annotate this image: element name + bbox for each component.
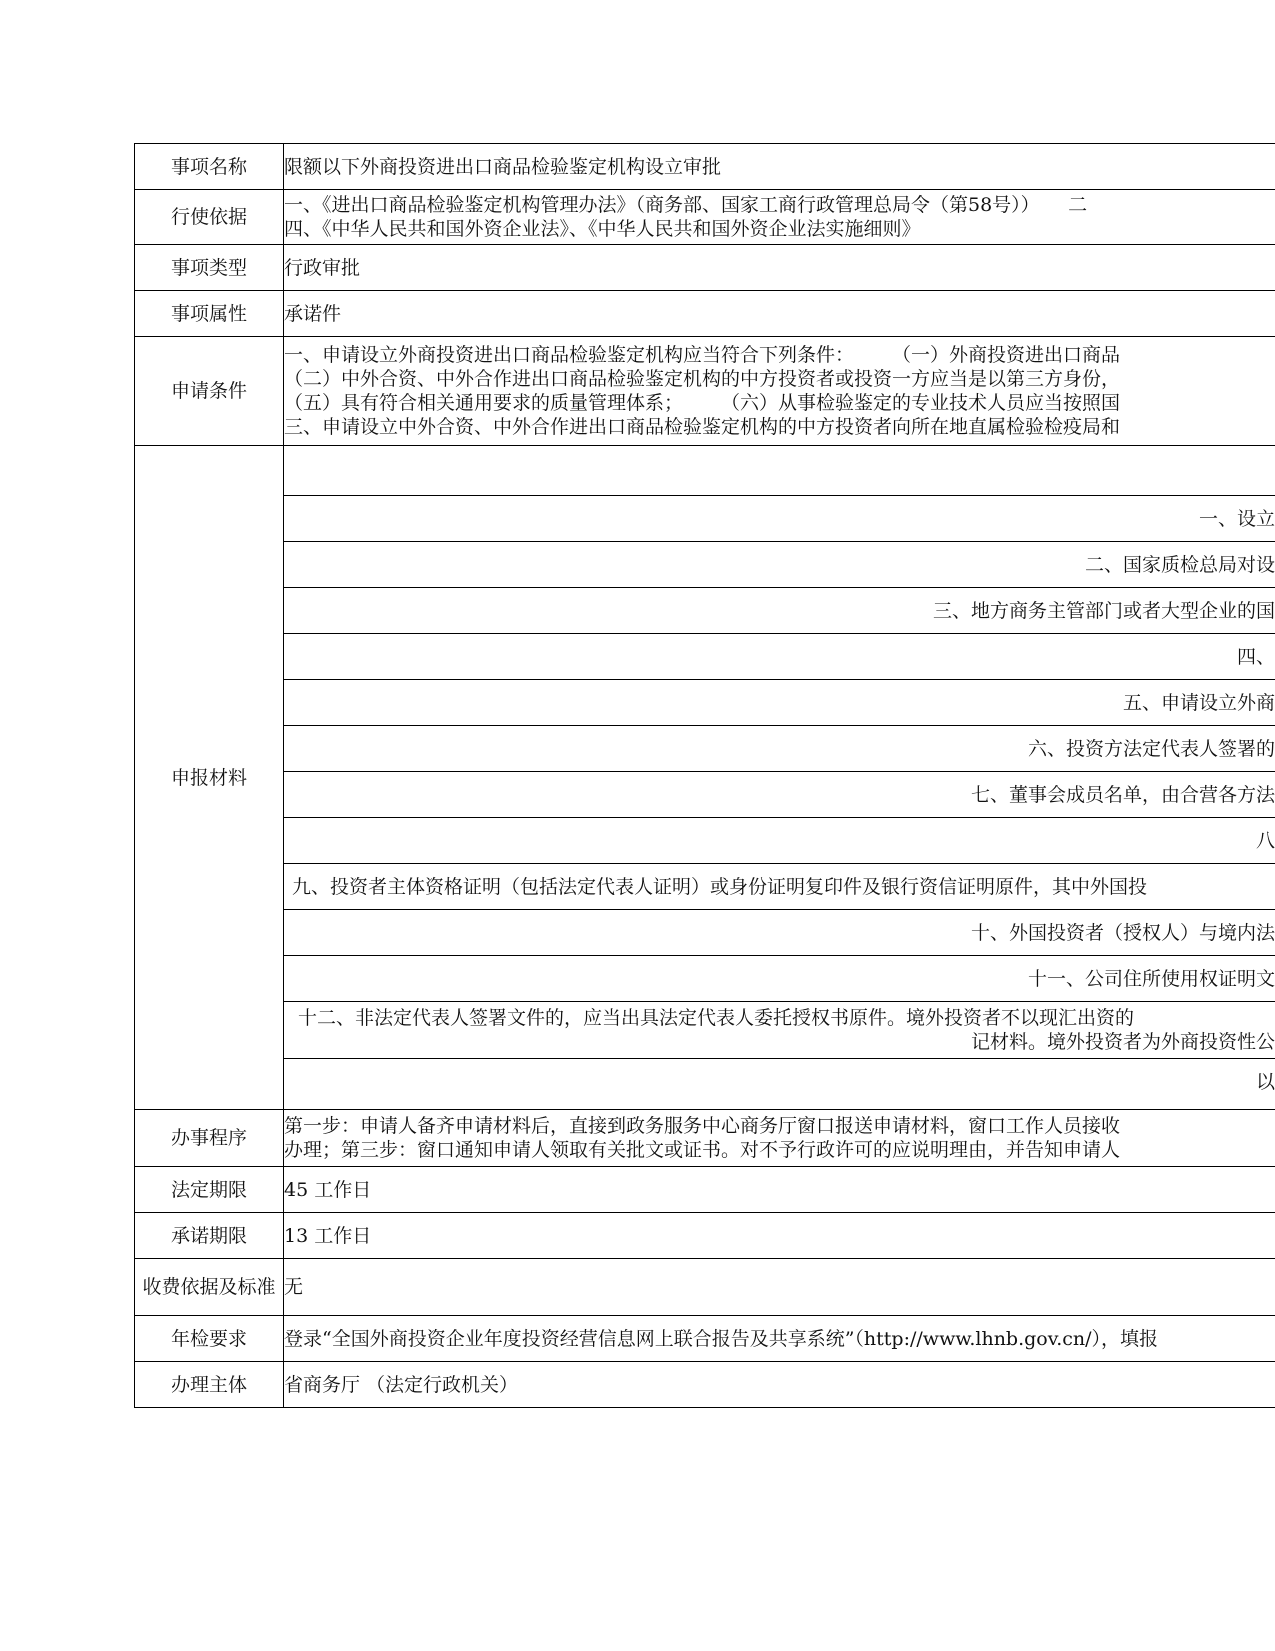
value-procedure xyxy=(284,1110,1275,1167)
label-conditions: 申请条件 xyxy=(135,337,284,446)
value-fee: 无 xyxy=(284,1259,1275,1316)
material-text: 五、申请设立外商 xyxy=(1122,692,1275,714)
conditions-line-2: （二）中外合资、中外合作进出口商品检验鉴定机构的中方投资者或投资一方应当是以第三方身份， xyxy=(284,368,1121,390)
row-body xyxy=(135,1362,1275,1408)
material-text: 六、投资方法定代表人签署的 xyxy=(1027,738,1275,760)
material-item xyxy=(284,1002,1275,1059)
value-basis xyxy=(284,190,1275,245)
material-item xyxy=(284,772,1275,818)
row-conditions xyxy=(135,337,1275,446)
label-promise-limit: 承诺期限 xyxy=(135,1213,284,1259)
row-attr xyxy=(135,291,1275,337)
material-text: 十二、非法定代表人签署文件的，应当出具法定代表人委托授权书原件。境外投资者不以现汇出资的 xyxy=(298,1007,1135,1029)
value-body: 省商务厅 （法定行政机关） xyxy=(284,1362,1275,1408)
material-text-part: 记材料。境外投资者为外商投资性公 xyxy=(970,1031,1275,1053)
document-page xyxy=(134,143,1275,1443)
label-basis: 行使依据 xyxy=(135,190,284,245)
label-legal-limit: 法定期限 xyxy=(135,1167,284,1213)
procedure-line-2: 办理；第三步：窗口通知申请人领取有关批文或证书。对不予行政许可的应说明理由，并告知申请人 xyxy=(284,1139,1121,1161)
label-body: 办理主体 xyxy=(135,1362,284,1408)
row-legal-limit xyxy=(135,1167,1275,1213)
label-materials: 申报材料 xyxy=(135,446,284,1110)
label-item-name: 事项名称 xyxy=(135,144,284,190)
material-text: 一、设立 xyxy=(1198,508,1275,530)
material-item xyxy=(284,680,1275,726)
material-item xyxy=(284,956,1275,1002)
material-text: 十、外国投资者（授权人）与境内法 xyxy=(970,922,1275,944)
material-item xyxy=(284,818,1275,864)
label-type: 事项类型 xyxy=(135,245,284,291)
value-promise-limit: 13 工作日 xyxy=(284,1213,1275,1259)
material-item xyxy=(284,1059,1275,1105)
value-annual: 登录“全国外商投资企业年度投资经营信息网上联合报告及共享系统”（http://www.lhnb.gov.cn/），填报 xyxy=(284,1316,1275,1362)
label-fee: 收费依据及标准 xyxy=(135,1259,284,1316)
procedure-line-1: 第一步：申请人备齐申请材料后，直接到政务服务中心商务厅窗口报送申请材料，窗口工作人员接收 xyxy=(284,1115,1121,1137)
material-text: 三、地方商务主管部门或者大型企业的国 xyxy=(932,600,1275,622)
material-item xyxy=(284,450,1275,496)
material-text: 以 xyxy=(1255,1071,1275,1093)
service-item-table xyxy=(134,143,1275,1408)
row-fee xyxy=(135,1259,1275,1316)
row-procedure xyxy=(135,1110,1275,1167)
material-text: 七、董事会成员名单，由合营各方法 xyxy=(970,784,1275,806)
material-item xyxy=(284,726,1275,772)
material-text: 二、国家质检总局对设 xyxy=(1084,554,1275,576)
row-annual xyxy=(135,1316,1275,1362)
conditions-line-4: 三、申请设立中外合资、中外合作进出口商品检验鉴定机构的中方投资者向所在地直属检验检疫局和 xyxy=(284,416,1121,438)
material-item: 九、投资者主体资格证明（包括法定代表人证明）或身份证明复印件及银行资信证明原件，其中外国投 xyxy=(284,864,1275,910)
material-text: 八 xyxy=(1255,830,1275,852)
row-materials xyxy=(135,446,1275,1110)
material-item xyxy=(284,910,1275,956)
label-attr: 事项属性 xyxy=(135,291,284,337)
value-type: 行政审批 xyxy=(284,245,1275,291)
label-annual: 年检要求 xyxy=(135,1316,284,1362)
material-item xyxy=(284,496,1275,542)
material-item xyxy=(284,634,1275,680)
row-basis xyxy=(135,190,1275,245)
value-item-name: 限额以下外商投资进出口商品检验鉴定机构设立审批 xyxy=(284,144,1275,190)
material-item xyxy=(284,588,1275,634)
material-text xyxy=(284,1030,1275,1054)
material-text: 四、 xyxy=(1236,646,1275,668)
row-promise-limit xyxy=(135,1213,1275,1259)
row-item-name xyxy=(135,144,1275,190)
row-type xyxy=(135,245,1275,291)
basis-line-1: 一、《进出口商品检验鉴定机构管理办法》（商务部、国家工商行政管理总局令（第58号）） 二 xyxy=(284,194,1088,216)
conditions-line-3: （五）具有符合相关通用要求的质量管理体系； （六）从事检验鉴定的专业技术人员应当按照国 xyxy=(284,392,1121,414)
value-conditions xyxy=(284,337,1275,446)
label-procedure: 办事程序 xyxy=(135,1110,284,1167)
material-item xyxy=(284,542,1275,588)
value-legal-limit: 45 工作日 xyxy=(284,1167,1275,1213)
value-attr: 承诺件 xyxy=(284,291,1275,337)
materials-list xyxy=(284,450,1275,1105)
basis-line-2: 四、《中华人民共和国外资企业法》、《中华人民共和国外资企业法实施细则》 xyxy=(284,218,921,240)
material-text: 十一、公司住所使用权证明文 xyxy=(1027,968,1275,990)
value-materials xyxy=(284,446,1275,1110)
conditions-line-1: 一、申请设立外商投资进出口商品检验鉴定机构应当符合下列条件： （一）外商投资进出口商品 xyxy=(284,344,1121,366)
